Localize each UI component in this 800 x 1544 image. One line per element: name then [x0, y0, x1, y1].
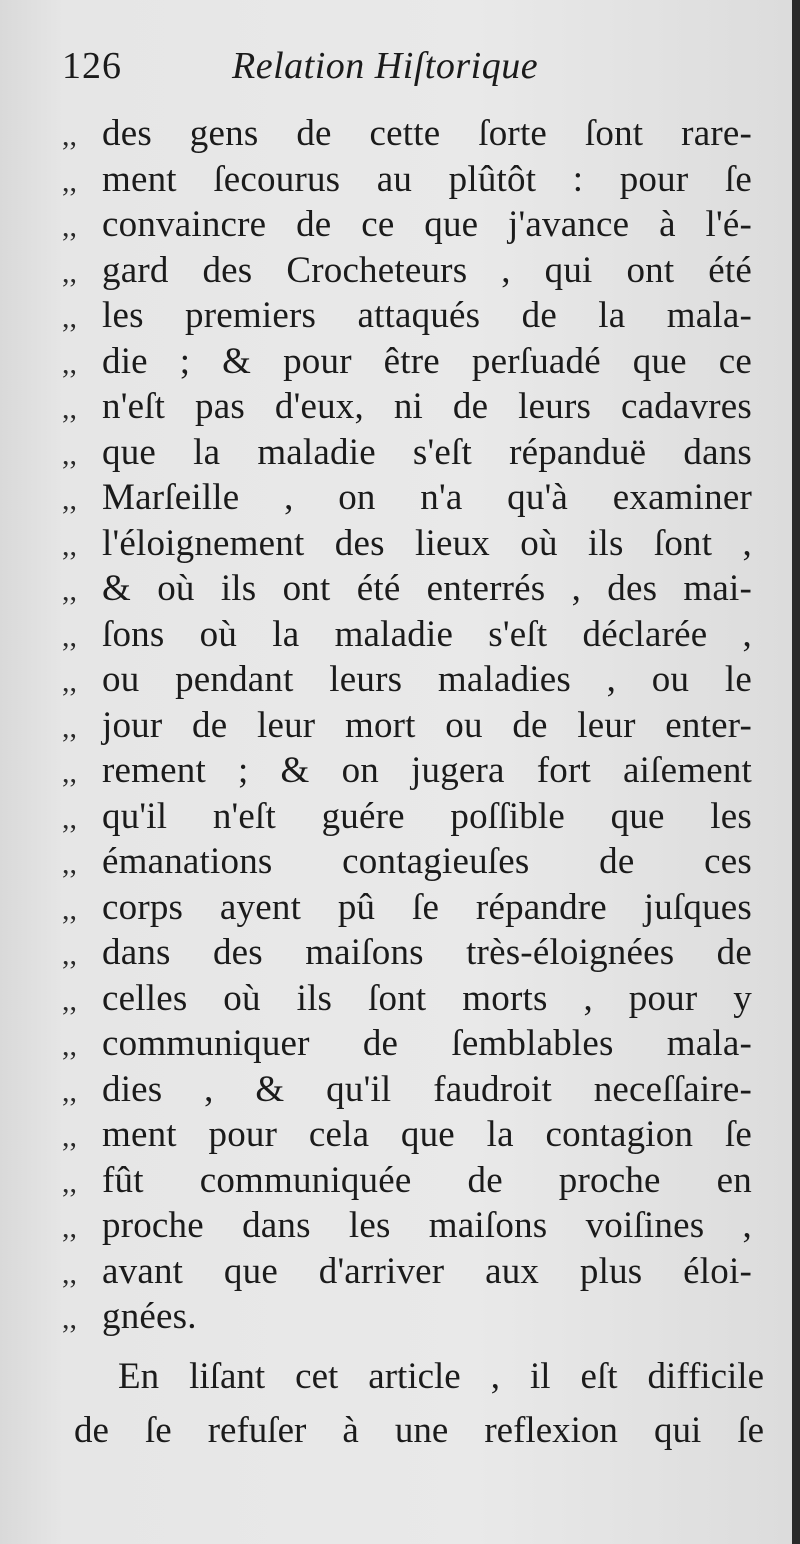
line-text: avant que d'arriver aux plus éloi- — [102, 1250, 752, 1292]
quote-mark: ,, — [62, 483, 77, 516]
line-text: rement ; & on jugera fort aiſement — [102, 750, 752, 791]
text-line — [62, 704, 752, 750]
page-header — [62, 44, 752, 108]
quote-mark: ,, — [62, 983, 77, 1017]
quote-mark: ,, — [62, 164, 77, 198]
quote-mark: ,, — [62, 619, 77, 653]
body-paragraph — [62, 1355, 764, 1463]
text-line — [62, 749, 752, 795]
text-line — [62, 931, 752, 977]
quote-mark: ,, — [62, 1120, 77, 1153]
text-line — [62, 112, 752, 158]
line-text: dies , & qu'il faudroit neceſſaire- — [102, 1068, 752, 1110]
line-text: convaincre de ce que j'avance à l'é- — [102, 204, 752, 245]
text-line — [62, 294, 752, 340]
line-text: que la maladie s'eſt répanduë dans — [102, 431, 752, 473]
quote-mark: ,, — [62, 574, 77, 607]
page-number: 126 — [62, 45, 122, 87]
line-text: communiquer de ſemblables mala- — [102, 1023, 752, 1064]
line-text: ſons où la maladie s'eſt déclarée , — [102, 613, 752, 655]
text-line — [62, 1295, 752, 1341]
line-text: corps ayent pû ſe répandre juſques — [102, 886, 752, 928]
line-text: émanations contagieuſes de ces — [102, 841, 752, 882]
text-line — [62, 1159, 752, 1205]
text-line — [62, 795, 752, 841]
quote-mark: ,, — [62, 1211, 77, 1244]
text-line — [62, 203, 752, 249]
line-text: qu'il n'eſt guére poſſible que les — [102, 795, 752, 837]
quote-mark: ,, — [62, 119, 77, 152]
text-line — [62, 658, 752, 704]
line-text: proche dans les maiſons voiſines , — [102, 1205, 752, 1246]
line-text: ou pendant leurs maladies , ou le — [102, 659, 752, 700]
line-text: dans des maiſons très-éloignées de — [102, 932, 752, 973]
text-line — [62, 613, 752, 659]
text-line — [62, 340, 752, 386]
quote-mark: ,, — [62, 847, 77, 880]
running-title: Relation Hiſtorique — [232, 45, 539, 87]
quote-mark: ,, — [62, 437, 77, 471]
line-text: des gens de cette ſorte ſont rare- — [102, 113, 752, 154]
line-text: ment ſecourus au plûtôt : pour ſe — [102, 158, 752, 200]
quote-mark: ,, — [62, 756, 77, 789]
text-line — [62, 1068, 752, 1114]
text-line — [62, 1204, 752, 1250]
quote-mark: ,, — [62, 528, 77, 562]
text-line — [62, 977, 752, 1023]
text-line — [62, 158, 752, 204]
text-line — [62, 249, 752, 295]
text-line — [62, 431, 752, 477]
quote-mark: ,, — [62, 1256, 77, 1290]
line-text: celles où ils ſont morts , pour y — [102, 977, 752, 1019]
line-text: ment pour cela que la contagion ſe — [102, 1114, 752, 1155]
text-line — [62, 1113, 752, 1159]
quote-mark: ,, — [62, 1074, 77, 1108]
line-text: n'eſt pas d'eux, ni de leurs cadavres — [102, 386, 752, 427]
paragraph-line: de ſe refuſer à une reflexion qui ſe — [74, 1409, 764, 1451]
paragraph-line: En liſant cet article , il eſt difficile — [118, 1355, 764, 1397]
text-line — [62, 886, 752, 932]
book-spine-shadow — [792, 0, 800, 1544]
text-line — [62, 385, 752, 431]
quote-mark: ,, — [62, 1029, 77, 1062]
quote-mark: ,, — [62, 1302, 77, 1335]
text-line — [62, 1022, 752, 1068]
quote-mark: ,, — [62, 710, 77, 744]
quote-mark: ,, — [62, 665, 77, 698]
quote-mark: ,, — [62, 1165, 77, 1199]
line-text: Marſeille , on n'a qu'à examiner — [102, 477, 752, 518]
line-text: & où ils ont été enterrés , des mai- — [102, 568, 752, 609]
quote-mark: ,, — [62, 938, 77, 971]
text-line — [62, 567, 752, 613]
text-line — [62, 476, 752, 522]
line-text: gnées. — [102, 1296, 197, 1337]
text-line — [62, 840, 752, 886]
quote-mark: ,, — [62, 301, 77, 334]
line-text: fût communiquée de proche en — [102, 1159, 752, 1201]
quote-mark: ,, — [62, 801, 77, 835]
line-text: l'éloignement des lieux où ils ſont , — [102, 522, 752, 564]
line-text: gard des Crocheteurs , qui ont été — [102, 249, 752, 291]
text-line — [62, 1250, 752, 1296]
line-text: les premiers attaqués de la mala- — [102, 295, 752, 336]
quoted-passage — [62, 112, 752, 1341]
quote-mark: ,, — [62, 255, 77, 289]
line-text: jour de leur mort ou de leur enter- — [102, 704, 752, 746]
line-text: die ; & pour être perſuadé que ce — [102, 340, 752, 382]
quote-mark: ,, — [62, 892, 77, 926]
text-line — [62, 522, 752, 568]
quote-mark: ,, — [62, 392, 77, 425]
quote-mark: ,, — [62, 210, 77, 243]
quote-mark: ,, — [62, 346, 77, 380]
